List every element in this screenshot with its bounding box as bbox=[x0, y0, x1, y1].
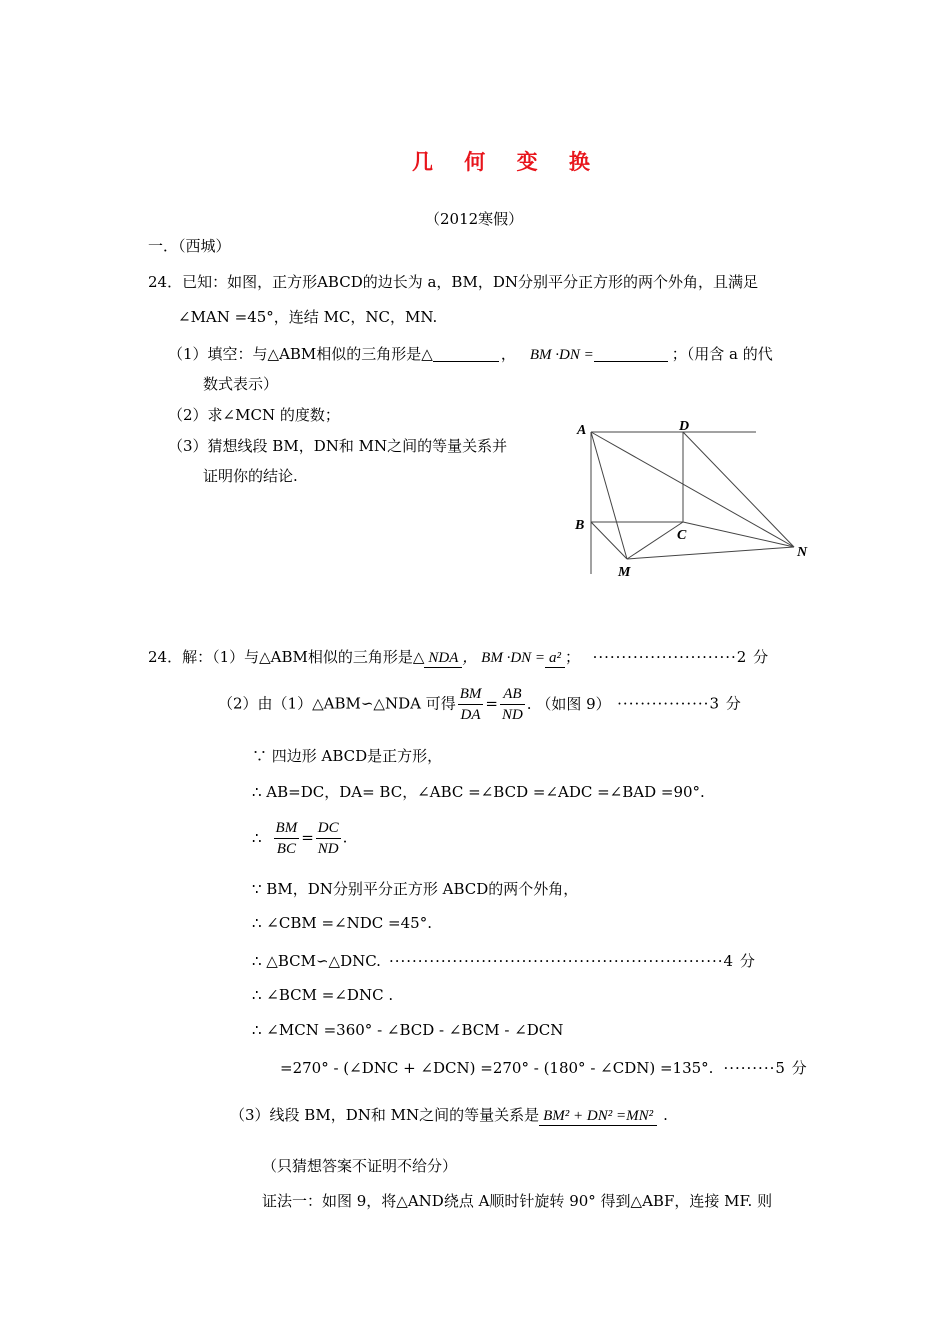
solution-line-4: ∴ AB=DC，DA= BC，∠ABC =∠BCD =∠ADC =∠BAD =90°. bbox=[252, 783, 705, 801]
proof-method-1: 证法一：如图 9，将△AND绕点 A顺时针旋转 90° 得到△ABF，连接 MF. 则 bbox=[262, 1192, 773, 1210]
score-5: ·········5 分 bbox=[723, 1059, 808, 1077]
fraction-bm-bc: $\frac{BM}{BC}$ bbox=[275, 820, 298, 857]
solution-1-text: 24．解：（1）与△ABM相似的三角形是△ bbox=[148, 648, 425, 666]
equals: = bbox=[301, 828, 314, 847]
page-title: 几 何 变 换 bbox=[412, 150, 602, 174]
question-3-line1: （3）猜想线段 BM，DN和 MN之间的等量关系并 bbox=[168, 437, 508, 455]
solution-2-text: （2）由（1）△ABM∽△NDA 可得 bbox=[218, 694, 456, 713]
solution-part-3: （3）线段 BM，DN和 MN之间的等量关系是 BM² + DN² =MN² . bbox=[230, 1106, 668, 1124]
solution-line-7: ∴ ∠CBM =∠NDC =45°. bbox=[252, 914, 432, 932]
solution-line-6: ∵ BM，DN分别平分正方形 ABCD的两个外角， bbox=[252, 880, 579, 898]
label-b: B bbox=[575, 518, 585, 533]
question-1-text: （1）填空：与△ABM相似的三角形是△ bbox=[168, 345, 433, 363]
question-1-continued: 数式表示） bbox=[203, 375, 279, 393]
question-2: （2）求∠MCN 的度数； bbox=[168, 406, 340, 424]
line-an bbox=[591, 432, 794, 547]
fraction-dc-nd: $\frac{DC}{ND}$ bbox=[317, 820, 339, 857]
line-cn bbox=[683, 522, 794, 547]
solution-1-product: ， BM ·DN = bbox=[462, 650, 546, 666]
subtitle: （2012寒假） bbox=[425, 210, 524, 228]
solution-1-answer-1: NDA bbox=[424, 650, 462, 668]
fraction-ab-nd: $\frac{AB}{ND}$ bbox=[501, 686, 523, 723]
line-mn bbox=[627, 547, 794, 559]
problem-statement-line1: 24．已知：如图，正方形ABCD的边长为 a，BM，DN分别平分正方形的两个外角，且满足 bbox=[148, 273, 758, 291]
label-a: A bbox=[577, 423, 587, 438]
solution-line-11: =270° - (∠DNC + ∠DCN) =270° - (180° - ∠CDN) =135°. ·········5 分 bbox=[280, 1059, 808, 1077]
score-2: ·························2 分 bbox=[592, 648, 770, 666]
solution-part-2 bbox=[218, 684, 742, 725]
question-1-product: BM ·DN = bbox=[529, 347, 594, 363]
score-4: ··························································4 分 bbox=[388, 952, 756, 970]
problem-statement-line2: ∠MAN =45°，连结 MC，NC，MN. bbox=[178, 308, 438, 326]
answer-blank-2 bbox=[594, 345, 668, 362]
line-dn bbox=[683, 432, 794, 547]
solution-line-10: ∴ ∠MCN =360° - ∠BCD - ∠BCM - ∠DCN bbox=[252, 1021, 564, 1039]
question-3-line2: 证明你的结论. bbox=[203, 467, 298, 485]
question-1-hint: ；（用含 a 的代 bbox=[671, 345, 773, 363]
question-1 bbox=[168, 343, 773, 364]
label-m: M bbox=[618, 565, 631, 580]
line-mc bbox=[627, 522, 683, 559]
section-heading: 一．（西城） bbox=[148, 237, 231, 255]
solution-2-ref: . （如图 9） bbox=[526, 694, 604, 713]
score-3: ················3 分 bbox=[617, 694, 742, 713]
grading-note: （只猜想答案不证明不给分） bbox=[262, 1157, 458, 1175]
solution-3-answer: BM² + DN² =MN² bbox=[539, 1108, 657, 1126]
geometry-figure bbox=[570, 415, 820, 585]
solution-1-end: ； bbox=[565, 648, 573, 666]
question-1-sep: ， bbox=[500, 345, 516, 363]
solution-line-8: ∴ △BCM∽△DNC. ··························································4 分 bbox=[252, 952, 756, 970]
solution-line-9: ∴ ∠BCM =∠DNC . bbox=[252, 986, 394, 1004]
fraction-bm-da: $\frac{BM}{DA}$ bbox=[459, 686, 482, 723]
equals: = bbox=[485, 694, 498, 713]
therefore-symbol: ∴ bbox=[252, 828, 262, 847]
solution-1-answer-2: a² bbox=[545, 650, 565, 668]
solution-part-1 bbox=[148, 646, 769, 668]
label-c: C bbox=[677, 528, 687, 543]
solution-line-3: ∵ 四边形 ABCD是正方形， bbox=[252, 747, 443, 765]
answer-blank-1 bbox=[433, 345, 499, 362]
label-d: D bbox=[679, 419, 690, 434]
solution-line-5: ∴ $\frac{BM}{BC}$ = $\frac{DC}{ND}$ . bbox=[252, 820, 348, 857]
label-n: N bbox=[797, 545, 808, 560]
